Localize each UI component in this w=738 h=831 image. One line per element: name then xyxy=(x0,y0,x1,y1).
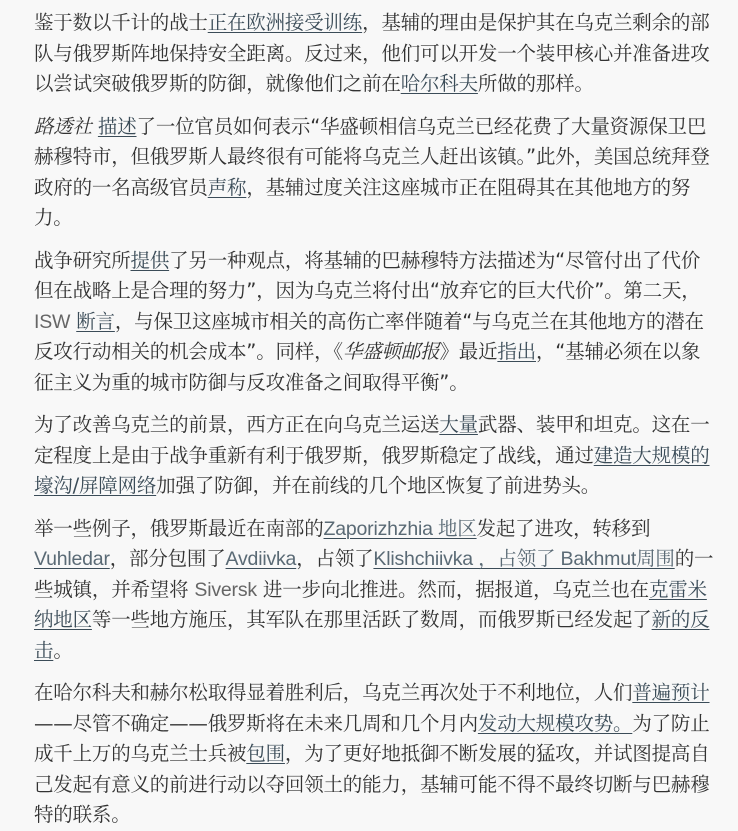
link-new-counterattack[interactable]: 新的反击 xyxy=(34,608,710,662)
link-text: Avdiivka xyxy=(225,548,297,570)
text: 加强了防御，并在前线的几个地区恢复了前进势头。 xyxy=(156,474,601,497)
text: ，部分包围了 xyxy=(109,547,226,570)
text: 举一些例子，俄罗斯最近在南部的 xyxy=(34,516,324,540)
link-trench-network[interactable]: 建造大规模的壕沟/屏障网络 xyxy=(34,443,710,497)
text: 发起了进攻，转移到 xyxy=(476,516,651,540)
text-siversk: Siversk xyxy=(194,578,257,601)
text: ——尽管不确定——俄罗斯将在未来几周和几个月内 xyxy=(34,711,478,735)
paragraph-2 xyxy=(34,112,714,234)
link-text: Zaporizhzhia 地区 xyxy=(323,517,477,540)
link-vuhledar[interactable] xyxy=(34,547,110,570)
text: 武器、装甲和坦克。这在一定程度上是由于战争重新有利于俄罗斯，俄罗斯稳定了战线，通过 xyxy=(34,413,710,467)
text: ，基辅的理由是保护其在乌克兰剩余的部队与俄罗斯阵地保持安全距离。反过来，他们可以开发一个装甲核心并准备进攻以尝试突破俄罗斯的防御，就像他们之前在 xyxy=(34,11,710,95)
link-claimed[interactable]: 声称 xyxy=(207,175,247,199)
link-asserted[interactable]: 断言 xyxy=(76,309,115,333)
text: ，基辅过度关注这座城市正在阻碍其在其他地方的努力。 xyxy=(34,175,691,229)
link-text: Vuhledar xyxy=(34,548,110,570)
link-provided[interactable]: 提供 xyxy=(130,248,170,272)
paragraph-4 xyxy=(34,410,714,502)
paragraph-1 xyxy=(34,8,714,100)
text: 了一位官员如何表示“华盛顿相信乌克兰已经花费了大量资源保卫巴赫穆特市，但俄罗斯人最终很有可能将乌克兰人赶出该镇。”此外，美国总统拜登政府的一名高级官员 xyxy=(34,114,710,199)
source-washington-post: 华盛顿邮报 xyxy=(342,340,440,363)
paragraph-3 xyxy=(34,246,714,399)
text: 进一步向北推进。然而，据报道，乌克兰也在 xyxy=(256,577,649,601)
link-large-offensive[interactable]: 发动大规模攻势。 xyxy=(477,711,633,735)
source-reuters: 路透社 xyxy=(34,114,92,138)
text: 等一些地方施压，其军队在那里活跃了数周，而俄罗斯已经发起了 xyxy=(91,608,652,631)
text: 为了防止成千上万的乌克兰士兵被 xyxy=(34,711,710,765)
text: 所做的那样。 xyxy=(477,72,594,95)
link-text: Klishchiivka ，占领了 Bakhmut周围 xyxy=(373,548,675,570)
text: 在哈尔科夫和赫尔松取得显着胜利后，乌克兰再次处于不利地位，人们 xyxy=(34,681,633,704)
text: 》最近 xyxy=(439,340,498,363)
link-zaporizhzhia[interactable] xyxy=(324,517,477,540)
text: 了另一种观点，将基辅的巴赫穆特方法描述为“尽管付出了代价但在战略上是合理的努力”，因为乌克兰将付出“放弃它的巨大代价”。第二天， xyxy=(34,248,701,302)
text: 的一些城镇，并希望将 xyxy=(34,547,714,601)
link-described[interactable]: 描述 xyxy=(97,114,137,138)
link-widely-expected[interactable]: 普遍预计 xyxy=(632,681,710,704)
text: 为了改善乌克兰的前景，西方正在向乌克兰运送 xyxy=(34,413,440,436)
text-isw: ISW xyxy=(34,310,71,333)
link-klishchiivka-bakhmut[interactable] xyxy=(373,547,674,570)
text: ，与保卫这座城市相关的高伤亡率伴随着“与乌克兰在其他地方的潜在反攻行动相关的机会成本”。同样，《 xyxy=(34,309,704,363)
text: 。 xyxy=(53,638,73,662)
text: ，占领了 xyxy=(296,547,374,570)
link-kreminna-region[interactable]: 克雷米纳地区 xyxy=(34,577,707,631)
link-noted[interactable]: 指出 xyxy=(497,340,536,363)
text: 鉴于数以千计的战士 xyxy=(34,11,208,34)
text: ，为了更好地抵御不断发展的猛攻，并试图提高自己发起有意义的前进行动以夺回领土的能力，基辅可能不得不最终切断与巴赫穆特的联系。 xyxy=(34,742,710,826)
paragraph-5 xyxy=(34,514,714,667)
link-encircled[interactable]: 包围 xyxy=(246,742,285,765)
paragraph-6 xyxy=(34,678,714,831)
link-avdiivka[interactable] xyxy=(226,547,297,570)
link-training-in-europe[interactable]: 正在欧洲接受训练 xyxy=(207,11,363,34)
text: ，“基辅必须在以象征主义为重的城市防御与反攻准备之间取得平衡”。 xyxy=(34,340,701,394)
text: 战争研究所 xyxy=(34,248,131,272)
link-large-amounts[interactable]: 大量 xyxy=(439,413,478,436)
link-kharkiv[interactable]: 哈尔科夫 xyxy=(400,72,478,95)
